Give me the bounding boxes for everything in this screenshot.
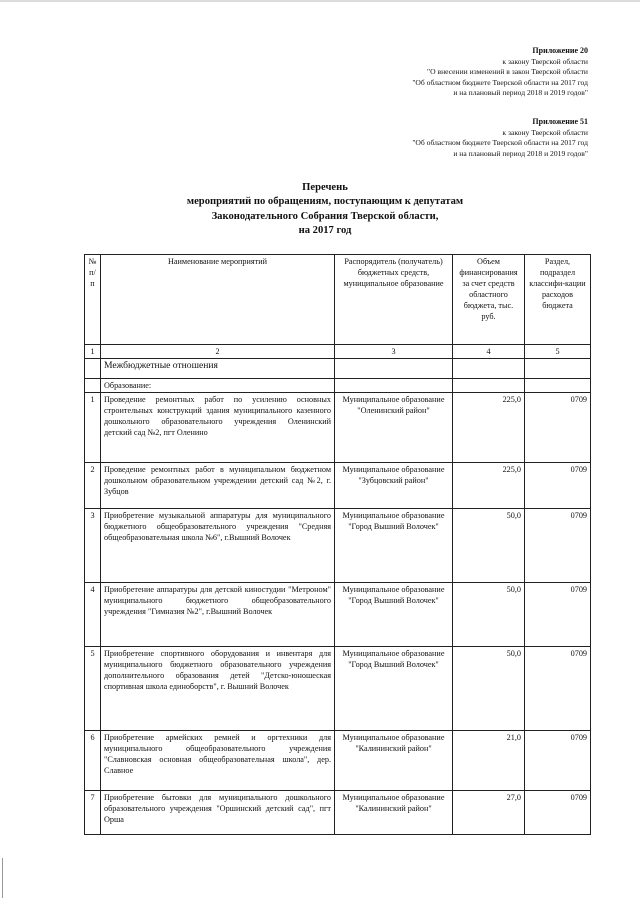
row-amount: 225,0 xyxy=(453,393,525,463)
row-recipient: Муниципальное образование "Зубцовский район" xyxy=(335,463,453,509)
appendix-20-title: Приложение 20 xyxy=(532,46,588,55)
empty-cell xyxy=(85,359,101,379)
row-recipient: Муниципальное образование "Город Вышний Волочек" xyxy=(335,647,453,731)
column-number: 4 xyxy=(453,345,525,359)
column-number: 1 xyxy=(85,345,101,359)
row-budget-code: 0709 xyxy=(525,393,591,463)
row-recipient: Муниципальное образование "Город Вышний Волочек" xyxy=(335,509,453,583)
heading-line: Законодательного Собрания Тверской области, xyxy=(211,210,439,222)
row-number: 6 xyxy=(85,731,101,791)
row-recipient: Муниципальное образование "Калининский район" xyxy=(335,731,453,791)
appendix-20-line: и на плановый период 2018 и 2019 годов" xyxy=(453,88,588,98)
measures-table xyxy=(84,254,591,835)
empty-cell xyxy=(453,359,525,379)
row-budget-code: 0709 xyxy=(525,509,591,583)
header-amount: Объем финансирования за счет средств областного бюджета, тыс. руб. xyxy=(453,255,525,345)
table-row xyxy=(85,731,591,791)
page-top-edge xyxy=(0,0,640,2)
header-budget-code: Раздел, подраздел классифи-кации расходов бюджета xyxy=(525,255,591,345)
heading-line: на 2017 год xyxy=(298,225,352,237)
row-budget-code: 0709 xyxy=(525,583,591,647)
heading-line: мероприятий по обращениям, поступающим к депутатам xyxy=(186,196,464,208)
row-amount: 50,0 xyxy=(453,583,525,647)
appendix-20-line: "Об областном бюджете Тверской области на 2017 год xyxy=(412,77,588,87)
row-amount: 21,0 xyxy=(453,731,525,791)
empty-cell xyxy=(525,359,591,379)
row-amount: 27,0 xyxy=(453,791,525,835)
column-number-row xyxy=(85,345,591,359)
section-row xyxy=(85,359,591,379)
row-number: 1 xyxy=(85,393,101,463)
header-measure-name: Наименование мероприятий xyxy=(101,255,335,345)
appendix-20-line: "О внесении изменений в закон Тверской области xyxy=(427,67,588,77)
row-budget-code: 0709 xyxy=(525,647,591,731)
row-budget-code: 0709 xyxy=(525,731,591,791)
row-budget-code: 0709 xyxy=(525,791,591,835)
row-number: 3 xyxy=(85,509,101,583)
row-measure-name: Приобретение бытовки для муниципального дошкольного образовательного учреждения "Оршинский детский сад", пгт Орша xyxy=(101,791,335,835)
document-heading xyxy=(150,181,500,239)
column-number: 5 xyxy=(525,345,591,359)
column-number: 3 xyxy=(335,345,453,359)
appendix-51-block xyxy=(412,117,588,159)
row-number: 7 xyxy=(85,791,101,835)
empty-cell xyxy=(335,359,453,379)
row-measure-name: Приобретение спортивного оборудования и инвентаря для муниципального бюджетного образовательного учреждения дополнительного образования детей "Детско-юношеская спортивная школа единоборств", г. Вышний Волочек xyxy=(101,647,335,731)
row-budget-code: 0709 xyxy=(525,463,591,509)
appendix-20-line: к закону Тверской области xyxy=(502,56,588,66)
table-row xyxy=(85,463,591,509)
empty-cell xyxy=(525,379,591,393)
appendix-51-line: "Об областном бюджете Тверской области на 2017 год xyxy=(412,138,588,148)
row-measure-name: Приобретение музыкальной аппаратуры для муниципального бюджетного общеобразовательного учреждения "Средняя общеобразовательная школа №6", г.Вышний Волочек xyxy=(101,509,335,583)
empty-cell xyxy=(453,379,525,393)
heading-line: Перечень xyxy=(302,182,348,193)
page-left-edge xyxy=(2,858,3,898)
row-amount: 225,0 xyxy=(453,463,525,509)
subsection-title: Образование: xyxy=(101,379,335,393)
appendix-51-title: Приложение 51 xyxy=(532,117,588,126)
appendix-51-line: и на плановый период 2018 и 2019 годов" xyxy=(453,148,588,158)
table-row xyxy=(85,791,591,835)
empty-cell xyxy=(85,379,101,393)
table-row xyxy=(85,509,591,583)
table-row xyxy=(85,647,591,731)
row-measure-name: Проведение ремонтных работ в муниципальном бюджетном дошкольном образовательном учреждении детский сад №2, г. Зубцов xyxy=(101,463,335,509)
header-recipient: Распорядитель (получатель) бюджетных средств, муниципальное образование xyxy=(335,255,453,345)
header-number: № п/п xyxy=(85,255,101,345)
row-recipient: Муниципальное образование "Город Вышний Волочек" xyxy=(335,583,453,647)
row-measure-name: Приобретение аппаратуры для детской киностудии "Метроном" муниципального бюджетного общеобразовательного учреждения "Гимназия №2", г.Вышний Волочек xyxy=(101,583,335,647)
table-row xyxy=(85,583,591,647)
row-amount: 50,0 xyxy=(453,509,525,583)
row-recipient: Муниципальное образование "Оленинский район" xyxy=(335,393,453,463)
column-number: 2 xyxy=(101,345,335,359)
table-row xyxy=(85,393,591,463)
row-recipient: Муниципальное образование "Калининский район" xyxy=(335,791,453,835)
row-measure-name: Приобретение армейских ремней и оргтехники для муниципального общеобразовательного учреждения "Славновская основная общеобразовательная школа", дер. Славное xyxy=(101,731,335,791)
row-number: 5 xyxy=(85,647,101,731)
row-amount: 50,0 xyxy=(453,647,525,731)
section-title: Межбюджетные отношения xyxy=(101,359,335,379)
row-number: 4 xyxy=(85,583,101,647)
appendix-51-line: к закону Тверской области xyxy=(502,127,588,137)
empty-cell xyxy=(335,379,453,393)
appendix-20-block xyxy=(412,46,588,99)
row-measure-name: Проведение ремонтных работ по усилению основных строительных конструкций здания муниципального казенного дошкольного образовательного учреждения Оленинский детский сад №2, пгт Оленино xyxy=(101,393,335,463)
table-header-row xyxy=(85,255,591,345)
row-number: 2 xyxy=(85,463,101,509)
subsection-row xyxy=(85,379,591,393)
